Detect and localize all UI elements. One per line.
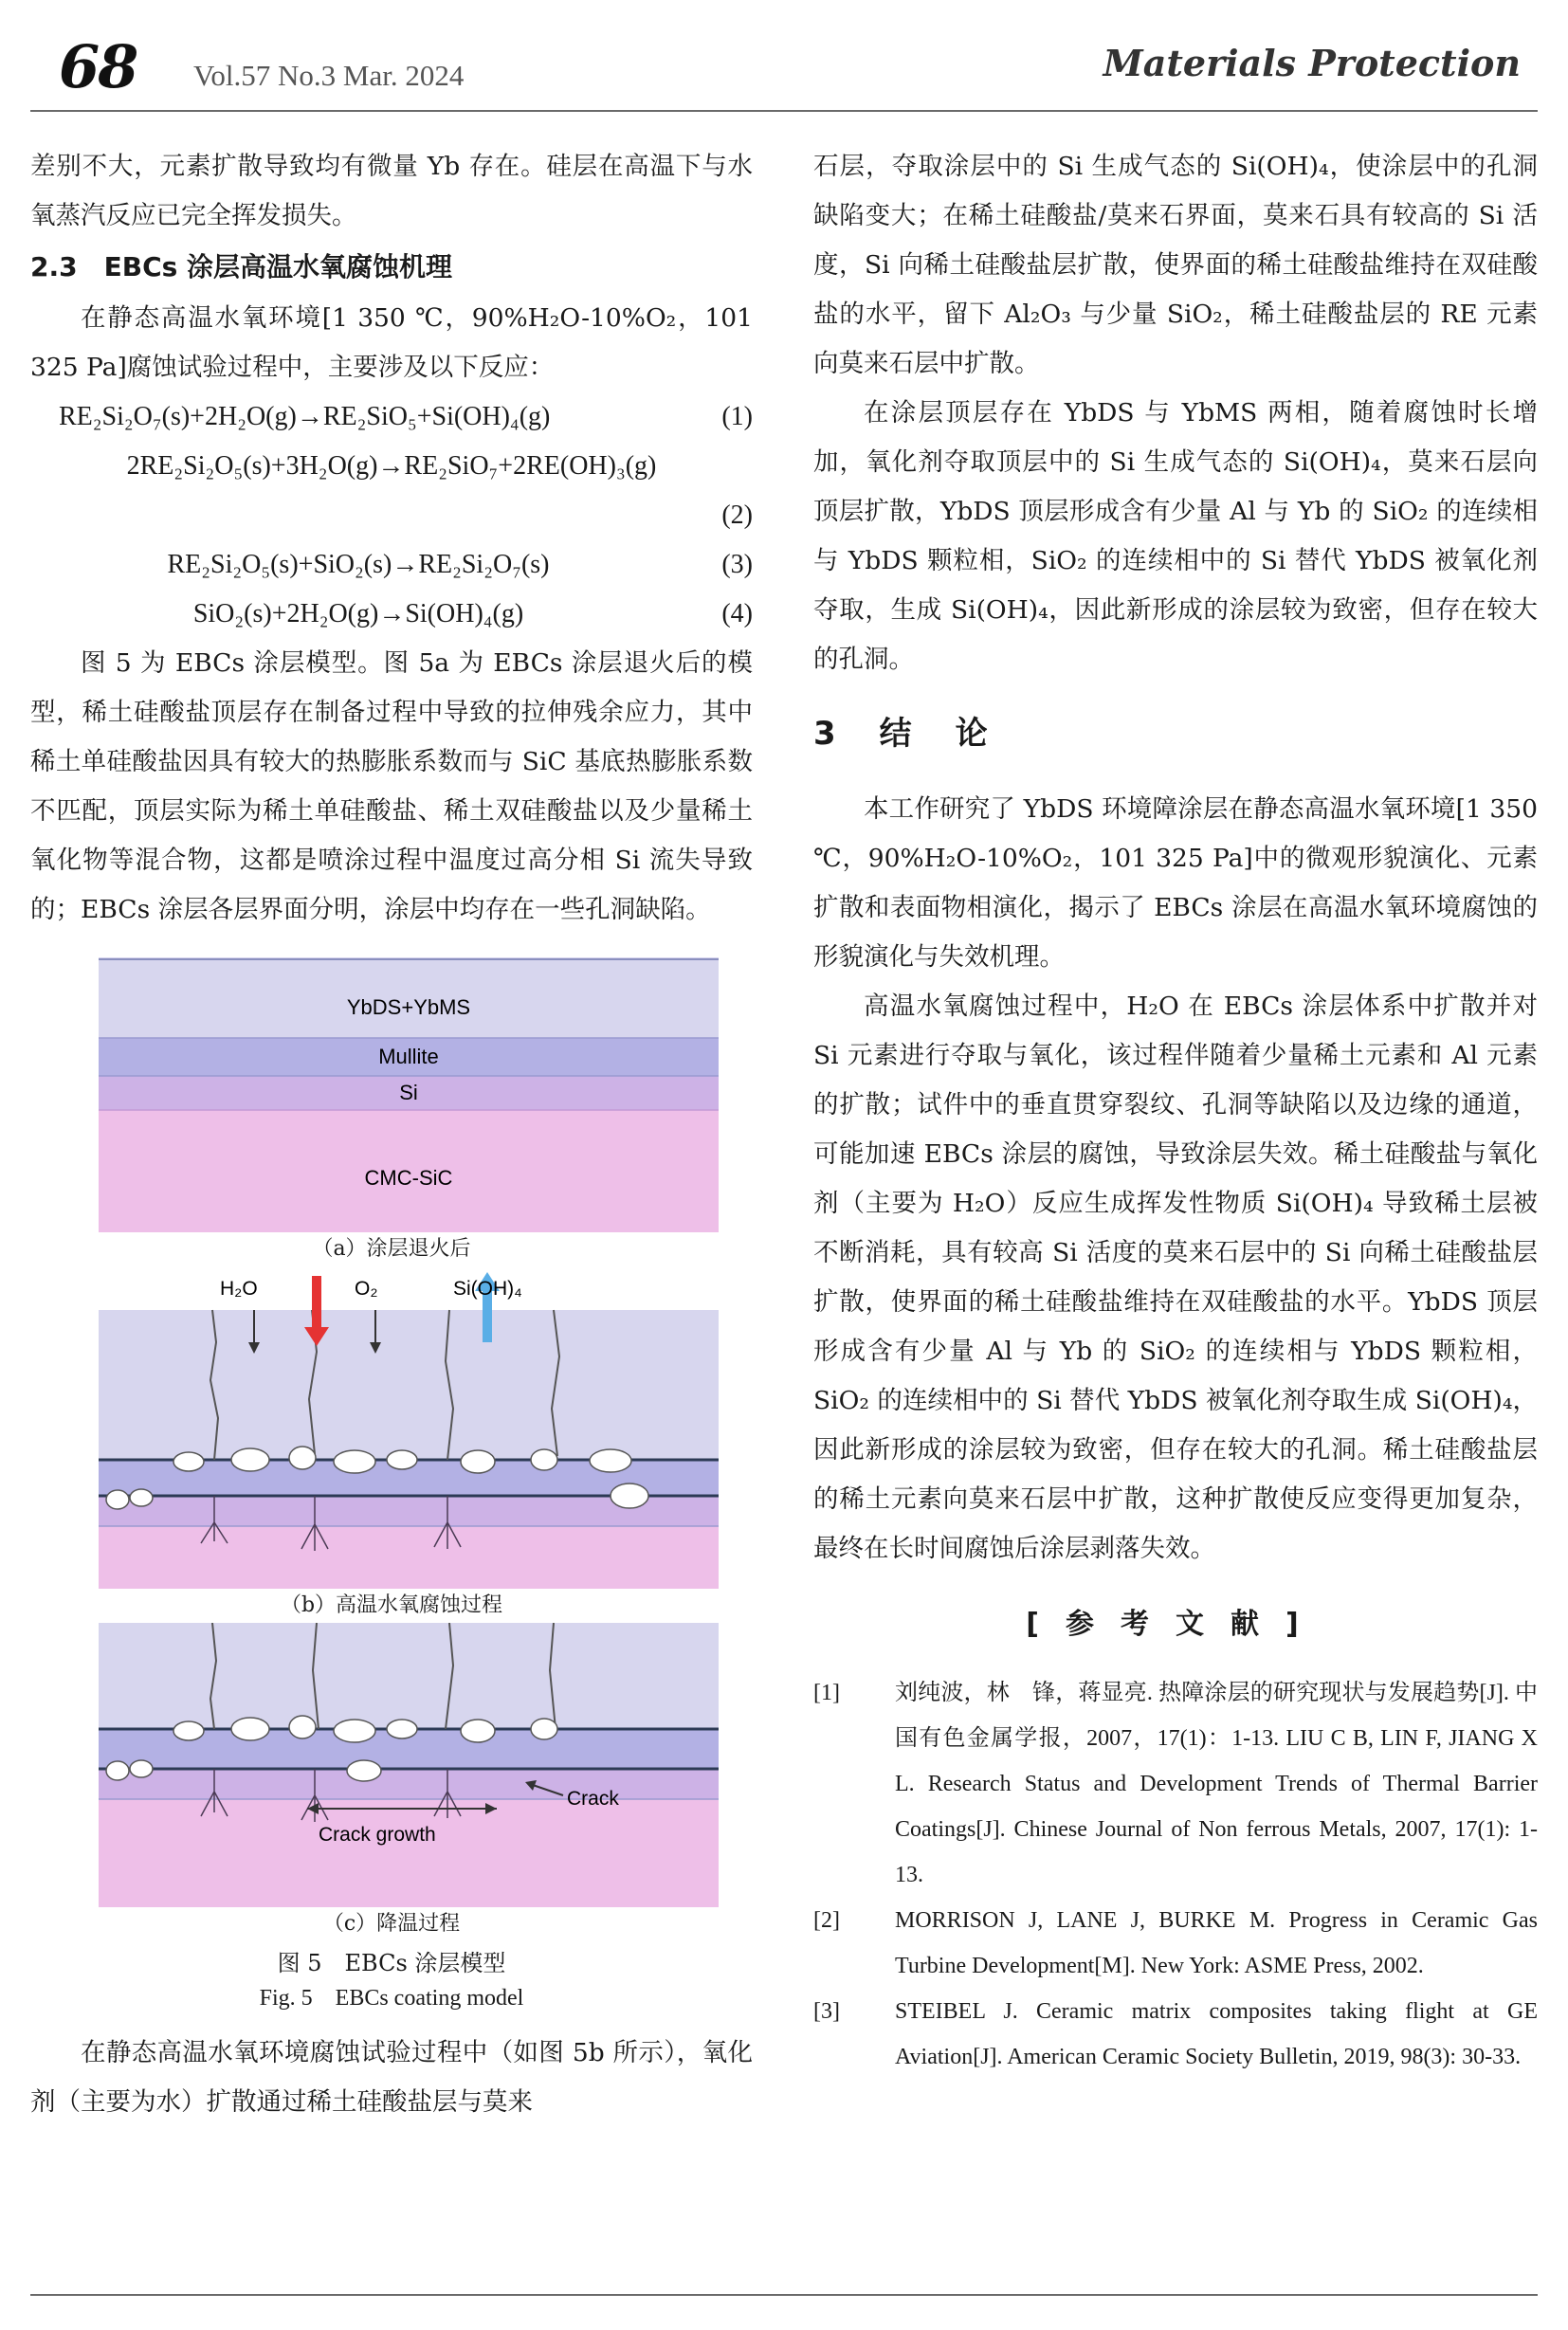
references-title: [参考文献] xyxy=(1026,1608,1325,1641)
reference-text: STEIBEL J. Ceramic matrix composites taking flight at GE Aviation[J]. American Ceramic Society Bulletin, 2019, 98(3): 30-33. xyxy=(895,1999,1538,2069)
figure-panel-a xyxy=(99,957,719,1232)
paragraph: 在涂层顶层存在 YbDS 与 YbMS 两相，随着腐蚀时长增加，氧化剂夺取顶层中的 Si 生成气态的 Si(OH)₄，莫来石层向顶层扩散，YbDS 顶层形成含有少量 Al 与 Yb 的 SiO₂ 的连续相与 YbDS 颗粒相，SiO₂ 的连续相中的 Si 替代 YbDS 被氧化剂夺取，生成 Si(OH)₄，因此新形成的涂层较为致密，但存在较大的孔洞。 xyxy=(813,398,1538,674)
reference-number: [2] xyxy=(813,1908,840,1933)
paragraph: 图 5 为 EBCs 涂层模型。图 5a 为 EBCs 涂层退火后的模型，稀土硅酸盐顶层存在制备过程中导致的拉伸残余应力，其中稀土单硅酸盐因具有较大的热膨胀系数而与 SiC 基底热膨胀系数不匹配，顶层实际为稀土单硅酸盐、稀土双硅酸盐以及少量稀土氧化物等混合物，这都是喷涂过程中温度过高分相 Si 流失导致的；EBCs 涂层各层界面分明，涂层中均存在一些孔洞缺陷。 xyxy=(30,648,753,924)
figure-caption-en: Fig. 5 EBCs coating model xyxy=(259,1986,524,2011)
equation-expression: RE₂Si₂O₅(s)+SiO₂(s)→RE₂Si₂O₇(s) xyxy=(167,550,550,579)
reference-text: MORRISON J, LANE J, BURKE M. Progress in Ceramic Gas Turbine Development[M]. New York: ASME Press, 2002. xyxy=(895,1908,1538,1978)
reference-number: [1] xyxy=(813,1681,840,1705)
figure-caption-cn: 图 5 EBCs 涂层模型 xyxy=(277,1950,506,1976)
equation-2 xyxy=(30,442,753,491)
paragraph: 差别不大，元素扩散导致均有微量 Yb 存在。硅层在高温下与水氧蒸汽反应已完全挥发损失。 xyxy=(30,152,753,230)
label-crack-growth: Crack growth xyxy=(319,1824,436,1846)
equation-number: (4) xyxy=(721,599,753,628)
figure-panel-b xyxy=(99,1266,719,1589)
label-sioh4: Si(OH)₄ xyxy=(453,1278,522,1300)
page-header xyxy=(30,28,1538,114)
page-number: 68 xyxy=(59,32,137,101)
subfigure-caption-b: （b）高温水氧腐蚀过程 xyxy=(280,1593,503,1617)
label-h2o: H₂O xyxy=(220,1278,258,1300)
header-rule xyxy=(30,110,1538,112)
label-o2: O₂ xyxy=(355,1278,378,1300)
subfigure-caption-a: （a）涂层退火后 xyxy=(312,1237,471,1261)
layer-substrate xyxy=(99,1799,719,1907)
figure-5 xyxy=(30,957,753,2015)
equation-3 xyxy=(30,540,753,590)
section-title: 2.3 EBCs 涂层高温水氧腐蚀机理 xyxy=(30,251,453,282)
paragraph: 在静态高温水氧环境腐蚀试验过程中（如图 5b 所示），氧化剂（主要为水）扩散通过稀土硅酸盐层与莫来 xyxy=(30,2038,753,2117)
equation-number: (3) xyxy=(721,550,753,579)
reference-text: 刘纯波，林 锋，蒋显亮. 热障涂层的研究现状与发展趋势[J]. 中国有色金属学报，2007，17(1)：1-13. LIU C B, LIN F, JIANG X L. Research Status and Development Trends of Thermal Barrier Coatings[J]. Chinese Journal of Non ferrous Metals, 2007, 17(1): 1-13. xyxy=(895,1681,1538,1887)
equation-expression: SiO₂(s)+2H₂O(g)→Si(OH)₄(g) xyxy=(192,599,524,628)
paragraph: 高温水氧腐蚀过程中，H₂O 在 EBCs 涂层体系中扩散并对 Si 元素进行夺取与氧化，该过程伴随着少量稀土元素和 Al 元素的扩散；试件中的垂直贯穿裂纹、孔洞等缺陷以及边缘的通道，可能加速 EBCs 涂层的腐蚀，导致涂层失效。稀土硅酸盐与氧化剂（主要为 H₂O）反应生成挥发性物质 Si(OH)₄ 导致稀土层被不断消耗，具有较高 Si 活度的莫来石层中的 Si 向稀土硅酸盐层扩散，使界面的稀土硅酸盐维持在双硅酸盐的水平。YbDS 顶层形成含有少量 Al 与 Yb 的 SiO₂ 的连续相与 YbDS 颗粒相，SiO₂ 的连续相中的 Si 替代 YbDS 被氧化剂夺取生成 Si(OH)₄，因此新形成的涂层较为致密，但存在较大的孔洞。稀土硅酸盐层的稀土元素向莫来石层中扩散，这种扩散使反应变得更加复杂，最终在长时间腐蚀后涂层剥落失效。 xyxy=(813,992,1538,1563)
right-column xyxy=(813,142,1538,2080)
equation-1 xyxy=(30,392,753,442)
left-column xyxy=(30,142,753,2127)
layer-substrate xyxy=(99,1526,719,1589)
journal-volume: Vol.57 No.3 Mar. 2024 xyxy=(193,59,465,92)
equation-expression: 2RE₂Si₂O₅(s)+3H₂O(g)→RE₂SiO₇+2RE(OH)₃(g) xyxy=(126,451,657,481)
reference-number: [3] xyxy=(813,1999,840,2024)
layer-label-si: Si xyxy=(399,1081,418,1104)
layer-label-mullite: Mullite xyxy=(378,1045,439,1068)
layer-top xyxy=(99,1310,719,1460)
reference-item xyxy=(813,1670,1538,1898)
reference-item xyxy=(813,1898,1538,1989)
equation-number: (1) xyxy=(721,402,753,431)
paragraph: 石层，夺取涂层中的 Si 生成气态的 Si(OH)₄，使涂层中的孔洞缺陷变大；在稀土硅酸盐/莫来石界面，莫来石具有较高的 Si 活度，Si 向稀土硅酸盐层扩散，使界面的稀土硅酸盐维持在双硅酸盐的水平，留下 Al₂O₃ 与少量 SiO₂，稀土硅酸盐层的 RE 元素向莫来石层中扩散。 xyxy=(813,152,1538,378)
layer-si xyxy=(99,1769,719,1799)
equation-number: (2) xyxy=(721,501,753,530)
label-crack: Crack xyxy=(567,1788,619,1810)
footer-rule xyxy=(30,2294,1538,2296)
reference-item xyxy=(813,1989,1538,2080)
subfigure-caption-c: （c）降温过程 xyxy=(322,1912,461,1936)
layer-top xyxy=(99,1623,719,1729)
figure-panel-c xyxy=(99,1623,719,1907)
section-heading-conclusion: 3 结 论 xyxy=(813,715,994,753)
layer-label-substrate: CMC-SiC xyxy=(364,1166,453,1190)
paragraph: 本工作研究了 YbDS 环境障涂层在静态高温水氧环境[1 350 ℃，90%H₂O-10%O₂，101 325 Pa]中的微观形貌演化、元素扩散和表面物相演化，揭示了 EBCs 涂层在高温水氧环境腐蚀的形貌演化与失效机理。 xyxy=(813,794,1538,972)
equation-4 xyxy=(30,590,753,639)
layer-label-top: YbDS+YbMS xyxy=(346,995,471,1019)
equation-expression: RE₂Si₂O₇(s)+2H₂O(g)→RE₂SiO₅+Si(OH)₄(g) xyxy=(59,402,551,431)
paragraph: 在静态高温水氧环境[1 350 ℃，90%H₂O-10%O₂，101 325 Pa]腐蚀试验过程中，主要涉及以下反应： xyxy=(30,303,753,382)
journal-name: Materials Protection xyxy=(1103,42,1521,84)
